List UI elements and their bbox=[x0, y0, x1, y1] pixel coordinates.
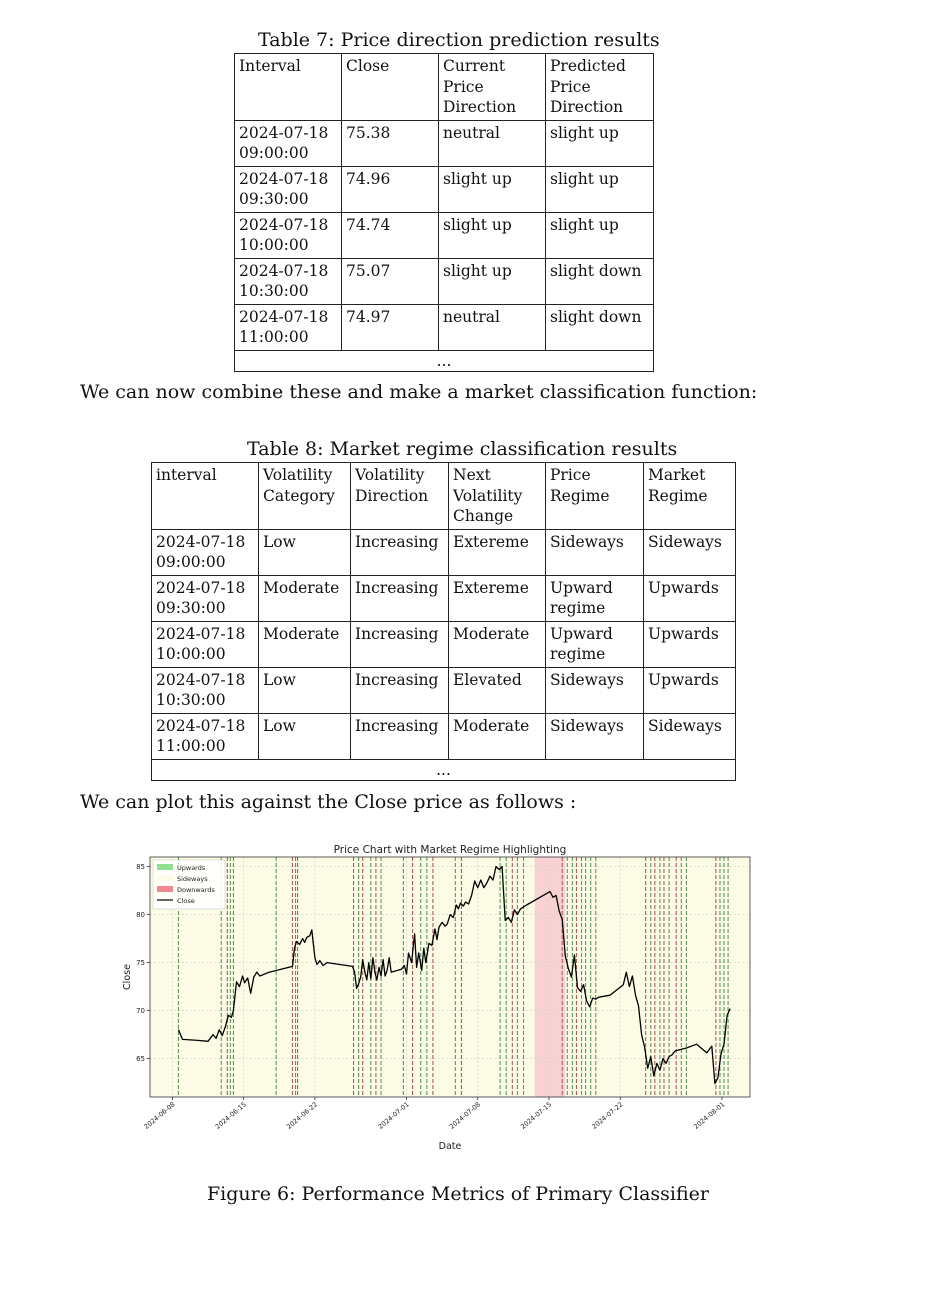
table-row bbox=[235, 212, 654, 258]
table7-cell: 2024-07-18 09:30:00 bbox=[235, 166, 342, 212]
table8-header-cell: Volatility Direction bbox=[351, 463, 449, 530]
table8-header-row bbox=[152, 463, 736, 530]
table7-ellipsis-row bbox=[235, 350, 654, 371]
table-row bbox=[235, 304, 654, 350]
table7-cell: neutral bbox=[439, 304, 546, 350]
table8-cell: Upwards bbox=[644, 575, 736, 621]
table-row bbox=[152, 713, 736, 759]
table8-cell: Moderate bbox=[259, 621, 351, 667]
table7-cell: slight up bbox=[439, 212, 546, 258]
x-tick-label: 2024-06-22 bbox=[285, 1100, 320, 1131]
table7-cell: slight up bbox=[546, 166, 654, 212]
table8-cell: Upwards bbox=[644, 621, 736, 667]
x-tick-label: 2024-08-01 bbox=[692, 1100, 727, 1131]
table8-cell: Sideways bbox=[546, 713, 644, 759]
y-tick-label: 80 bbox=[136, 911, 145, 920]
table8-cell: 2024-07-18 10:30:00 bbox=[152, 667, 259, 713]
paragraph-1: We can now combine these and make a market classification function: bbox=[80, 381, 758, 403]
table-row bbox=[235, 120, 654, 166]
table8-cell: Increasing bbox=[351, 667, 449, 713]
table7-header-cell: Current Price Direction bbox=[439, 54, 546, 121]
table8-cell: Low bbox=[259, 713, 351, 759]
table-row bbox=[152, 575, 736, 621]
y-tick-label: 85 bbox=[136, 863, 145, 872]
table7-cell: 2024-07-18 11:00:00 bbox=[235, 304, 342, 350]
table8-cell: 2024-07-18 09:00:00 bbox=[152, 529, 259, 575]
table8-cell: Elevated bbox=[449, 667, 546, 713]
table8-cell: Increasing bbox=[351, 713, 449, 759]
x-tick-label: 2024-07-22 bbox=[590, 1100, 625, 1131]
table7-header-row bbox=[235, 54, 654, 121]
table7-cell: slight down bbox=[546, 258, 654, 304]
table8-cell: Increasing bbox=[351, 621, 449, 667]
x-tick-label: 2024-07-08 bbox=[447, 1100, 482, 1131]
table8-cell: Increasing bbox=[351, 529, 449, 575]
x-tick-label: 2024-07-01 bbox=[376, 1100, 411, 1131]
table8-header-cell: Volatility Category bbox=[259, 463, 351, 530]
table8-cell: Low bbox=[259, 667, 351, 713]
table8-ellipsis: ... bbox=[152, 759, 736, 780]
table8-header-cell: interval bbox=[152, 463, 259, 530]
table8-cell: Low bbox=[259, 529, 351, 575]
table7-cell: 2024-07-18 10:30:00 bbox=[235, 258, 342, 304]
table8-cell: Sideways bbox=[546, 667, 644, 713]
table8-cell: 2024-07-18 09:30:00 bbox=[152, 575, 259, 621]
table7-cell: 75.38 bbox=[342, 120, 439, 166]
table8-header-cell: Price Regime bbox=[546, 463, 644, 530]
table8-header-cell: Market Regime bbox=[644, 463, 736, 530]
table8-cell: Upward regime bbox=[546, 621, 644, 667]
table7-cell: slight up bbox=[439, 258, 546, 304]
table7-cell: 75.07 bbox=[342, 258, 439, 304]
x-tick-label: 2024-06-08 bbox=[142, 1100, 177, 1131]
table7-ellipsis: ... bbox=[235, 350, 654, 371]
table7-cell: 2024-07-18 10:00:00 bbox=[235, 212, 342, 258]
table8-cell: Increasing bbox=[351, 575, 449, 621]
table7-header-cell: Close bbox=[342, 54, 439, 121]
table-row bbox=[235, 258, 654, 304]
table7-caption: Table 7: Price direction prediction results bbox=[258, 29, 660, 51]
table8-cell: 2024-07-18 10:00:00 bbox=[152, 621, 259, 667]
paragraph-2: We can plot this against the Close price as follows : bbox=[80, 791, 577, 813]
table7-cell: slight up bbox=[546, 212, 654, 258]
table7 bbox=[234, 53, 654, 372]
table8-header-cell: Next Volatility Change bbox=[449, 463, 546, 530]
table7-cell: slight up bbox=[546, 120, 654, 166]
table8-cell: Upward regime bbox=[546, 575, 644, 621]
legend-swatch-downwards bbox=[157, 886, 173, 892]
table8-cell: Moderate bbox=[449, 621, 546, 667]
table8-cell: Sideways bbox=[546, 529, 644, 575]
table8-cell: Upwards bbox=[644, 667, 736, 713]
table8-cell: 2024-07-18 11:00:00 bbox=[152, 713, 259, 759]
legend-label-sideways: Sideways bbox=[177, 875, 208, 883]
legend-swatch-sideways bbox=[157, 875, 173, 881]
table7-cell: 2024-07-18 09:00:00 bbox=[235, 120, 342, 166]
table7-cell: neutral bbox=[439, 120, 546, 166]
table7-cell: 74.97 bbox=[342, 304, 439, 350]
table8-cell: Sideways bbox=[644, 529, 736, 575]
table-row bbox=[152, 667, 736, 713]
price-chart bbox=[112, 833, 756, 1159]
x-axis-label: Date bbox=[438, 1141, 462, 1152]
table8-caption: Table 8: Market regime classification results bbox=[247, 438, 678, 460]
figure-caption: Figure 6: Performance Metrics of Primary Classifier bbox=[207, 1183, 709, 1205]
y-axis-label: Close bbox=[122, 964, 133, 990]
table-row bbox=[152, 529, 736, 575]
y-tick-label: 70 bbox=[136, 1007, 145, 1016]
chart-legend bbox=[153, 860, 225, 909]
table7-header-cell: Interval bbox=[235, 54, 342, 121]
x-tick-label: 2024-07-15 bbox=[519, 1100, 554, 1131]
legend-label-close: Close bbox=[177, 897, 195, 905]
price-chart-figure bbox=[112, 833, 756, 1159]
legend-label-downwards: Downwards bbox=[177, 886, 215, 894]
table7-cell: 74.96 bbox=[342, 166, 439, 212]
table7-cell: 74.74 bbox=[342, 212, 439, 258]
y-tick-label: 65 bbox=[136, 1055, 145, 1064]
table8 bbox=[151, 462, 736, 781]
legend-swatch-upwards bbox=[157, 864, 173, 870]
table8-cell: Sideways bbox=[644, 713, 736, 759]
table8-ellipsis-row bbox=[152, 759, 736, 780]
x-tick-label: 2024-06-15 bbox=[213, 1100, 248, 1131]
table-row bbox=[152, 621, 736, 667]
table8-cell: Moderate bbox=[259, 575, 351, 621]
y-tick-label: 75 bbox=[136, 959, 145, 968]
table-row bbox=[235, 166, 654, 212]
table7-cell: slight down bbox=[546, 304, 654, 350]
chart-title: Price Chart with Market Regime Highlighting bbox=[333, 844, 567, 856]
table7-header-cell: Predicted Price Direction bbox=[546, 54, 654, 121]
table7-cell: slight up bbox=[439, 166, 546, 212]
table8-cell: Extereme bbox=[449, 575, 546, 621]
table8-cell: Extereme bbox=[449, 529, 546, 575]
downward-regime-span bbox=[535, 857, 566, 1097]
legend-label-upwards: Upwards bbox=[177, 864, 206, 872]
table8-cell: Moderate bbox=[449, 713, 546, 759]
